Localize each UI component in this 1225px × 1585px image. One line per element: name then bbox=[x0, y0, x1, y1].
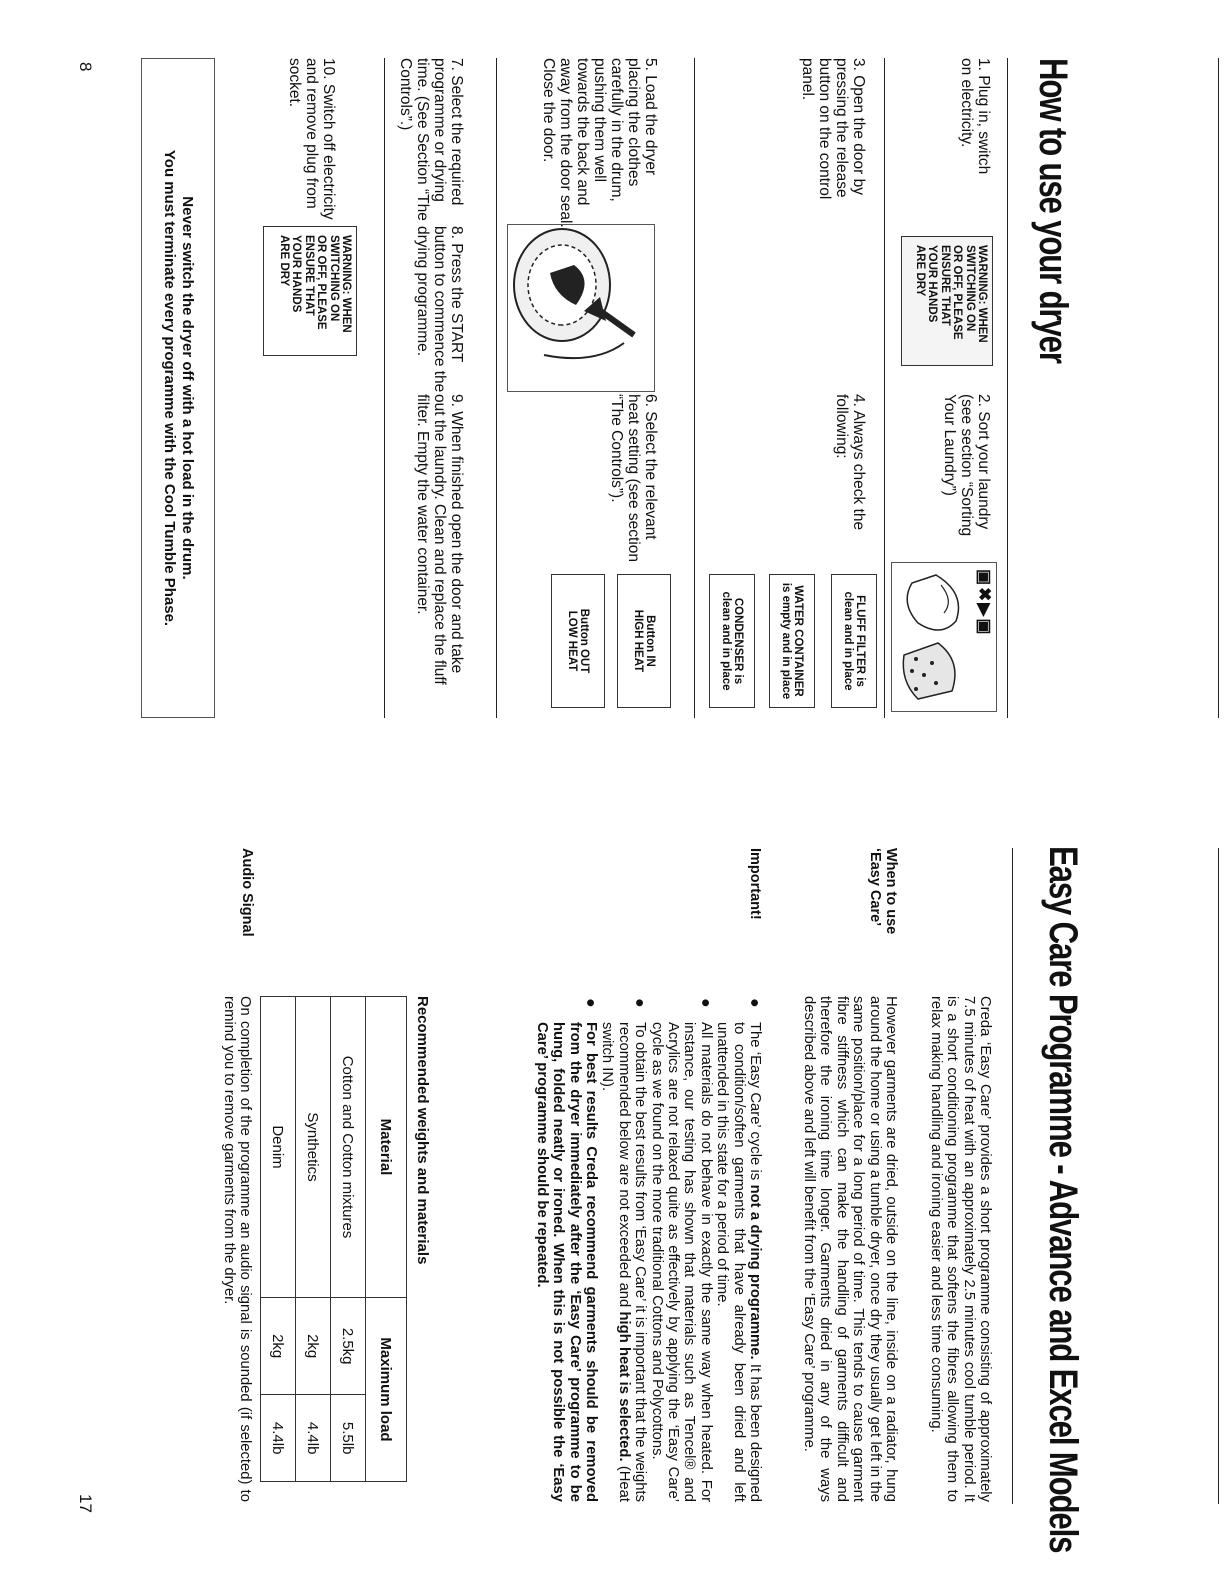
title-underline bbox=[1007, 58, 1008, 718]
step-1: 1. Plug in, switch on electricity. bbox=[958, 58, 992, 175]
warning-line: WARNING: WHEN bbox=[340, 235, 352, 333]
step-8: 8. Press the START button to commence the drying programme. bbox=[414, 226, 465, 393]
weights-table bbox=[260, 996, 407, 1482]
cell-kg: 2kg bbox=[296, 1298, 331, 1395]
footer-line: Never switch the dryer off with a hot load in the drum. bbox=[179, 196, 196, 580]
warning-line: ENSURE THAT bbox=[938, 245, 951, 326]
box-line: FLUFF FILTER is bbox=[854, 595, 867, 687]
bullet-text: The ‘Easy Care’ cycle is bbox=[747, 1022, 763, 1185]
box-line: Button OUT bbox=[578, 608, 591, 674]
cell-kg: 2kg bbox=[261, 1298, 296, 1395]
page-number-left: 8 bbox=[76, 62, 95, 72]
water-container-box bbox=[769, 574, 815, 708]
cell-material: Denim bbox=[261, 997, 296, 1298]
bullet-item bbox=[599, 996, 648, 1502]
step-10: 10. Switch off electricity and remove plug from socket. bbox=[286, 58, 337, 220]
intro-paragraph: Creda ‘Easy Care’ provides a short programme consisting of approximately 7.5 minutes of heat with an approximately 2.5 minutes cool tumble period. It is a short conditioning programme that softens the fibres allowing them to relax making handling and ironing easier and less time consuming. bbox=[927, 996, 993, 1502]
step-4: 4. Always check the following: bbox=[833, 394, 867, 531]
bullet-item bbox=[533, 996, 599, 1502]
warning-line: YOUR HANDS bbox=[926, 245, 939, 323]
drum-loading-illustration bbox=[507, 224, 655, 392]
step-9: 9. When finished open the door and take out the laundry. Clean and replace the fluff filter. Empty the water container. bbox=[414, 394, 465, 685]
box-line: WATER CONTAINER bbox=[792, 585, 805, 697]
bullet-emphasis: high heat is selected. bbox=[615, 1311, 632, 1462]
audio-signal-paragraph: On completion of the programme an audio signal is sounded (if selected) to remind you to remove garments from the dryer. bbox=[220, 996, 253, 1502]
warning-line: OR OFF, PLEASE bbox=[951, 245, 964, 340]
low-heat-box bbox=[551, 574, 605, 708]
step-3: 3. Open the door by pressing the release button on the control panel. bbox=[799, 58, 867, 200]
box-line: CONDENSER is bbox=[732, 597, 745, 685]
condenser-box bbox=[709, 574, 755, 708]
bullet-text: To obtain the best results from ‘Easy Care’ it is important that the weights recommended below are not exceeded and bbox=[615, 1022, 649, 1502]
laundry-basket-icon bbox=[892, 563, 996, 711]
fluff-filter-box bbox=[831, 574, 877, 708]
header-material: Material bbox=[366, 997, 407, 1298]
step-6: 6. Select the relevant heat setting (see section “The Controls”). bbox=[608, 394, 659, 563]
bullet-text: (Heat switch IN). bbox=[599, 1022, 632, 1503]
page-title: How to use your dryer bbox=[1031, 58, 1075, 363]
warning-line: ARE DRY bbox=[277, 235, 290, 287]
bullet-emphasis: not a drying programme. bbox=[747, 1184, 763, 1360]
bullet-text: It has been designed to condition/soften garments that have already been dried and left unattended in this state for a period of time. bbox=[714, 1022, 763, 1502]
important-label: Important! bbox=[747, 848, 763, 920]
when-to-use-label bbox=[867, 848, 899, 988]
step-2: 2. Sort your laundry (see section “Sorting Your Laundry”) bbox=[941, 394, 992, 537]
box-line: clean and in place bbox=[720, 591, 732, 691]
label-line: ‘Easy Care’ bbox=[867, 848, 883, 927]
title-underline bbox=[1012, 848, 1013, 1504]
box-line: HIGH HEAT bbox=[632, 609, 644, 673]
bullet-icon: ● bbox=[581, 998, 599, 1008]
cell-lb: 5.5lb bbox=[331, 1395, 366, 1482]
warning-box-top bbox=[901, 236, 993, 366]
step-divider bbox=[496, 58, 497, 718]
warning-line: OR OFF, PLEASE bbox=[315, 235, 328, 330]
table-header-row bbox=[366, 997, 407, 1482]
page-number-right: 17 bbox=[76, 1494, 95, 1513]
cell-lb: 4.4lb bbox=[261, 1395, 296, 1482]
bullet-item bbox=[648, 996, 714, 1502]
step-7: 7. Select the required programme or drying time. (See Section “The Controls”.) bbox=[397, 58, 465, 221]
step-divider bbox=[694, 58, 695, 718]
safety-footer-note bbox=[141, 58, 215, 718]
header-max-load: Maximum load bbox=[366, 1298, 407, 1482]
laundry-illustration bbox=[891, 562, 997, 712]
warning-line: SWITCHING ON bbox=[963, 245, 976, 332]
cell-kg: 2.5kg bbox=[331, 1298, 366, 1395]
cell-material: Cotton and Cotton mixtures bbox=[331, 997, 366, 1298]
warning-box-bottom bbox=[263, 226, 357, 356]
warning-line: YOUR HANDS bbox=[290, 235, 303, 313]
box-line: LOW HEAT bbox=[566, 610, 578, 672]
warning-line: ARE DRY bbox=[913, 245, 926, 297]
table-title: Recommended weights and materials bbox=[414, 996, 431, 1265]
dryer-drum-icon bbox=[508, 225, 654, 391]
table-row bbox=[261, 997, 296, 1482]
step-divider bbox=[884, 58, 885, 718]
footer-line: You must terminate every programme with the Cool Tumble Phase. bbox=[161, 149, 178, 627]
bullet-icon: ● bbox=[696, 998, 714, 1008]
cell-material: Synthetics bbox=[296, 997, 331, 1298]
bullet-item bbox=[714, 996, 763, 1502]
when-to-use-paragraph: However garments are dried, outside on the line, inside on a radiator, hung around the home or using a tumble dryer, once dry they usually get left in the same position/place for a long period of time. This tends to cause garment fibre stiffness which can make the handling of garments difficult and therefore the ironing time longer. Garments dried in any of the ways described above and left will benefit from the ‘Easy Care’ programme. bbox=[800, 996, 899, 1502]
bullet-icon: ● bbox=[631, 998, 649, 1008]
table-row bbox=[331, 997, 366, 1482]
table-row bbox=[296, 997, 331, 1482]
box-line: is empty and in place bbox=[780, 582, 792, 700]
title-rule bbox=[1218, 58, 1219, 718]
care-symbols: ▣✖▶▣ bbox=[975, 569, 994, 637]
label-line: When to use bbox=[883, 848, 899, 935]
warning-line: WARNING: WHEN bbox=[976, 245, 988, 343]
bullet-text: All materials do not behave in exactly the same way when heated. For instance, our testing has shown that materials such as Tencel® and Acrylics are not relaxed quite as effectively by applying the ‘Easy Care’ cycle as we found on the more traditional Cottons and Polycottons. bbox=[648, 1022, 714, 1502]
cell-lb: 4.4lb bbox=[296, 1395, 331, 1482]
box-line: clean and in place bbox=[842, 591, 854, 691]
step-divider bbox=[384, 58, 385, 718]
warning-line: ENSURE THAT bbox=[302, 235, 315, 316]
audio-signal-label: Audio Signal bbox=[239, 848, 255, 937]
warning-line: SWITCHING ON bbox=[327, 235, 340, 322]
box-line: Button IN bbox=[644, 615, 657, 667]
bullet-text: For best results Creda recommend garments should be removed from the dryer immediately after the ‘Easy Care’ programme to be hung, folded neatly or ironed. When this is not possible the ‘Easy Care’ programme should be repeated. bbox=[533, 1022, 599, 1502]
high-heat-box bbox=[617, 574, 671, 708]
bullet-icon: ● bbox=[746, 998, 763, 1008]
title-rule bbox=[1218, 848, 1219, 1504]
important-bullets bbox=[533, 996, 763, 1502]
page-title: Easy Care Programme - Advance and Excel Models bbox=[1041, 846, 1085, 1553]
step-5: 5. Load the dryer placing the clothes carefully in the drum, pushing them well towards the back and away from the door seal. Close the door. bbox=[540, 58, 659, 228]
